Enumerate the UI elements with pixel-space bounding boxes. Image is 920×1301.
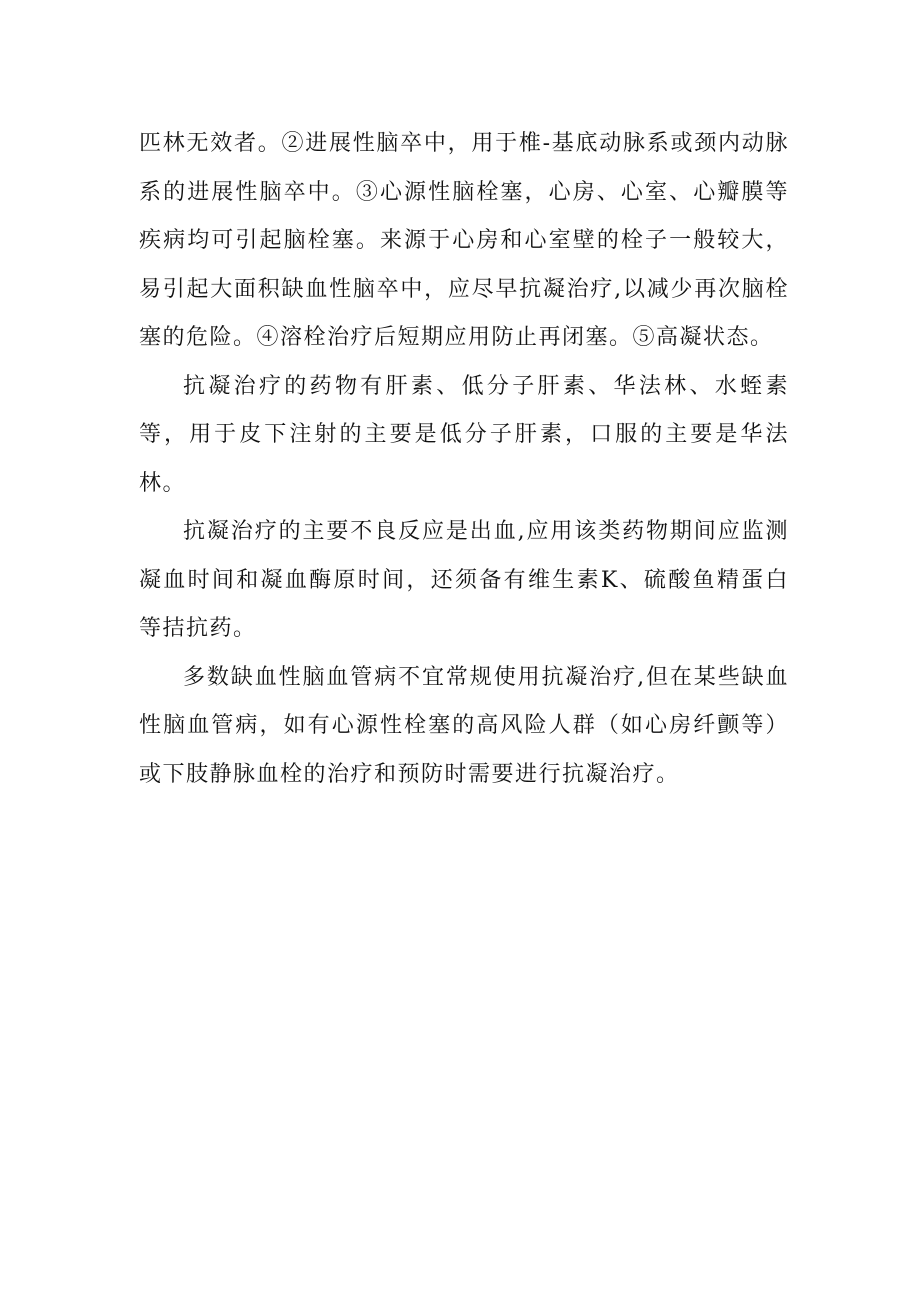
paragraph-anticoagulant-drugs: 抗凝治疗的药物有肝素、低分子肝素、华法林、水蛭素等，用于皮下注射的主要是低分子肝素，口服的主要是华法林。 bbox=[139, 373, 789, 496]
document-page bbox=[139, 120, 789, 799]
paragraph-continuation: 匹林无效者。②进展性脑卒中，用于椎-基底动脉系或颈内动脉系的进展性脑卒中。③心源性脑栓塞，心房、心室、心瓣膜等疾病均可引起脑栓塞。来源于心房和心室壁的栓子一般较大，易引起大面积缺血性脑卒中，应尽早抗凝治疗,以减少再次脑栓塞的危险。④溶栓治疗后短期应用防止再闭塞。⑤高凝状态。 bbox=[139, 131, 789, 350]
paragraph-indications: 多数缺血性脑血管病不宜常规使用抗凝治疗,但在某些缺血性脑血管病，如有心源性栓塞的高风险人群（如心房纤颤等）或下肢静脉血栓的治疗和预防时需要进行抗凝治疗。 bbox=[139, 664, 789, 787]
paragraph-adverse-reactions: 抗凝治疗的主要不良反应是出血,应用该类药物期间应监测凝血时间和凝血酶原时间，还须备有维生素K、硫酸鱼精蛋白等拮抗药。 bbox=[139, 519, 789, 641]
